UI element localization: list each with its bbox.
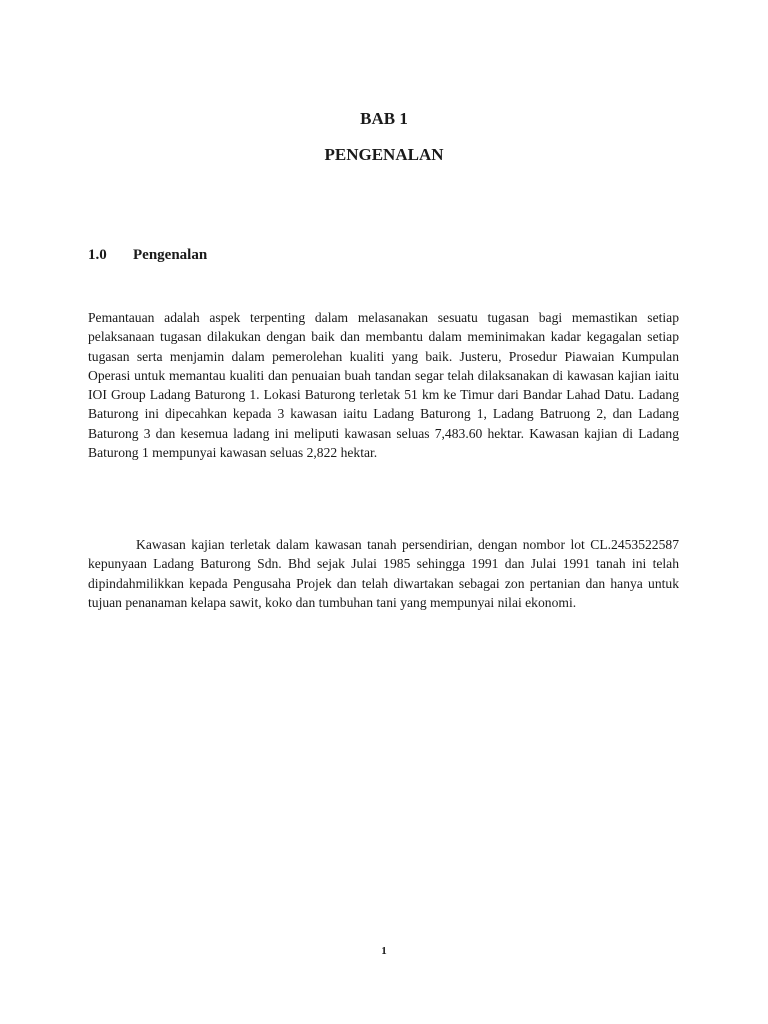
section-number: 1.0	[88, 247, 107, 263]
body-paragraph-2: Kawasan kajian terletak dalam kawasan tanah persendirian, dengan nombor lot CL.2453522587 kepunyaan Ladang Baturong Sdn. Bhd sejak Julai 1985 sehingga 1991 dan Julai 1991 tanah ini telah dipindahmilikkan kepada Pengusaha Projek dan telah diwartakan sebagai zon pertanian dan hanya untuk tujuan penanaman kelapa sawit, koko dan tumbuhan tani yang mempunyai nilai ekonomi.	[88, 537, 679, 610]
chapter-number: BAB 1	[360, 109, 408, 128]
body-paragraph-1: Pemantauan adalah aspek terpenting dalam melasanakan sesuatu tugasan bagi memastikan setiap pelaksanaan tugasan dilakukan dengan baik dan membantu dalam meminimakan kadar kegagalan setiap tugasan serta menjamin dalam pemerolehan kualiti yang baik. Justeru, Prosedur Piawaian Kumpulan Operasi untuk memantau kualiti dan penuaian buah tandan segar telah dilaksanakan di kawasan kajian iaitu IOI Group Ladang Baturong 1. Lokasi Baturong terletak 51 km ke Timur dari Bandar Lahad Datu. Ladang Baturong ini dipecahkan kepada 3 kawasan iaitu Ladang Baturong 1, Ladang Batruong 2, dan Ladang Baturong 3 dan kesemua ladang ini meliputi kawasan seluas 7,483.60 hektar. Kawasan kajian di Ladang Baturong 1 mempunyai kawasan seluas 2,822 hektar.	[88, 310, 679, 461]
page-number: 1	[381, 945, 387, 957]
chapter-title: PENGENALAN	[324, 145, 444, 164]
section-heading	[88, 245, 688, 265]
section-title: Pengenalan	[133, 247, 208, 263]
